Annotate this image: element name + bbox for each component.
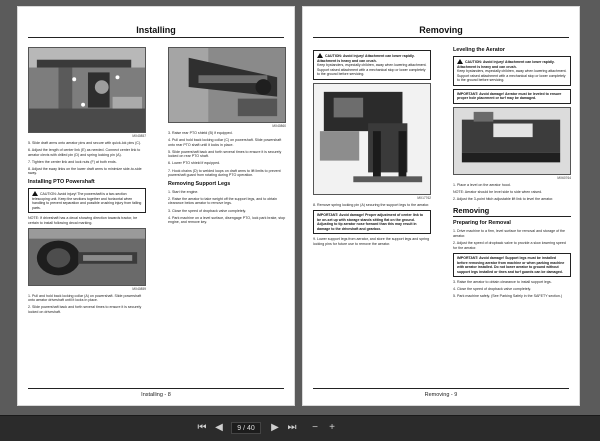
step-text: 9. Lower support legs from aerator, and store the support legs and spring locking pins for future use to remove the aerator. bbox=[313, 237, 430, 246]
step-text: 4. Park machine on a level surface, disengage PTO, lock park brake, stop engine, and remove key. bbox=[168, 215, 286, 225]
figure-id: MX40859 bbox=[132, 286, 146, 291]
warning-icon bbox=[32, 191, 38, 196]
step-text: 5. Park machine safely. (See Parking Safely in the SAFETY section.) bbox=[453, 294, 563, 299]
important-text: IMPORTANT: Avoid damage! Support legs must be installed before removing aerator from machine or when parking machine with aerator installed. Do not lower aerator to ground without support legs installed or tines and turf guards can be damaged. bbox=[457, 256, 565, 274]
step-text: 1. Place a level on the aerator hood. bbox=[453, 182, 511, 187]
figure-id: MX60764 bbox=[557, 175, 571, 180]
step-text: 1. Drive machine to a firm, level surface for removal and storage of the aerator. bbox=[453, 229, 566, 238]
photo-powershaft bbox=[28, 228, 146, 286]
step-text: 5. Slide powershaft back and forth several times to ensure it is securely locked on rear PTO shaft. bbox=[168, 149, 282, 159]
step-text: 6. Lower PTO shield if equipped. bbox=[168, 161, 221, 166]
important-text: IMPORTANT: Avoid damage! Aerator must be leveled to ensure proper hole placement or turf may be damaged. bbox=[457, 91, 562, 100]
step-text: 4. Pull and hold back locking collar (C) on powershaft. Slide powershaft onto rear PTO shaft until it locks in place. bbox=[168, 138, 282, 147]
step-text: 8. Adjust the sway links on the lower draft arms to minimize side-to-side sway. bbox=[28, 166, 142, 176]
caution-line: Support raised attachment with a mechanical stop or lower completely to the ground before servicing. bbox=[457, 73, 566, 82]
page-footer: Removing - 9 bbox=[313, 388, 569, 398]
photo-pto-shaft bbox=[168, 47, 286, 123]
step-text: 7. Tighten the center link and lock nuts (F) at both ends. bbox=[28, 159, 117, 164]
important-box bbox=[313, 210, 431, 234]
left-page bbox=[17, 6, 295, 406]
step-text: 2. Slide powershaft back and forth several times to ensure it is securely locked on driveshaft. bbox=[28, 305, 142, 315]
step-text: 8. Remove spring locking pin (A) securing the support legs to the aerator. bbox=[313, 202, 430, 207]
step-text: 2. Adjust the speed of dropback valve to provide a slow lowering speed for the aerator. bbox=[453, 240, 566, 250]
step-text: 2. Raise the aerator to take weight off the support legs, and to obtain clearance below aerator to remove legs. bbox=[168, 196, 278, 206]
note-text: NOTE: If driveshaft has a decal showing direction towards tractor, be certain to install following decal marking. bbox=[28, 216, 138, 225]
caution-text: CAUTION: Avoid injury! Attachment can lower rapidly. Attachment is heavy and can crush. bbox=[317, 54, 415, 63]
section-heading: Removing Support Legs bbox=[168, 180, 231, 187]
caution-box bbox=[453, 56, 571, 86]
page-footer: Installing - 8 bbox=[28, 388, 284, 398]
right-page bbox=[302, 6, 580, 406]
section-heading: Installing PTO Powershaft bbox=[28, 179, 95, 186]
step-text: 2. Adjust the 3-point hitch adjustable lift link to level the aerator. bbox=[453, 196, 554, 201]
caution-line: Support raised attachment with a mechanical stop or lower completely to the ground before servicing. bbox=[317, 67, 426, 76]
figure-id: MX17762 bbox=[417, 195, 431, 200]
page-title: Installing bbox=[28, 25, 284, 38]
viewer-toolbar bbox=[0, 415, 600, 441]
caution-text: CAUTION: Avoid injury! The powershaft is a two-section telescoping unit. Keep the sections together and horizontal when handling to prevent separation and possible crushing injury from falling parts. bbox=[32, 192, 142, 210]
step-text: 3. Raise the aerator to obtain clearance to install support legs. bbox=[453, 280, 552, 285]
step-text: 7. Hook chains (D) to welded loops on draft arms to lift limits to prevent powershaft guard from rotating during PTO operation. bbox=[168, 168, 281, 178]
next-page-icon[interactable]: ▶ bbox=[271, 422, 279, 433]
section-heading: Preparing for Removal bbox=[453, 220, 511, 227]
last-page-icon[interactable]: ⏭ bbox=[287, 422, 297, 433]
photo-hitch-install bbox=[28, 47, 146, 133]
important-box bbox=[453, 253, 571, 277]
left-column-1 bbox=[28, 47, 146, 317]
figure-id: MX40857 bbox=[132, 134, 146, 138]
page-title: Removing bbox=[313, 25, 569, 38]
zoom-in-icon[interactable]: + bbox=[329, 422, 335, 433]
caution-line: Keep bystanders, especially children, away when lowering attachment. bbox=[317, 63, 427, 67]
important-text: IMPORTANT: Avoid damage! Proper adjustment of center link to be on-set up with storage stands sitting flat on the ground. Adjusting to tip aerator nose forward than this may result in damage to the driveshaft and gearbox. bbox=[317, 213, 424, 231]
caution-box bbox=[28, 188, 146, 213]
step-text: 1. Start the engine. bbox=[168, 189, 199, 194]
step-text: 3. Raise rear PTO shield (B) if equipped. bbox=[168, 131, 233, 135]
figure-id: MX40860 bbox=[272, 124, 286, 128]
note-text: NOTE: Aerator should be level side to side when raised. bbox=[453, 189, 543, 194]
step-text: 5. Slide draft arms onto aerator pins and secure with quick-lok pins (C). bbox=[28, 141, 142, 145]
right-column-2 bbox=[453, 47, 571, 301]
page-number-input[interactable] bbox=[231, 422, 261, 434]
section-heading-large: Removing bbox=[453, 206, 571, 217]
warning-icon bbox=[317, 53, 323, 58]
step-text: 4. Close the speed of dropback valve completely. bbox=[453, 287, 532, 292]
step-text: 6. Adjust the length of center link (E) as needed. Connect center link to aerator clevis with drilled pin (D) and spring locking pin (A). bbox=[28, 148, 141, 157]
section-heading: Leveling the Aerator bbox=[453, 47, 505, 53]
warning-icon bbox=[457, 59, 463, 64]
step-text: 3. Close the speed of dropback valve completely. bbox=[168, 208, 247, 213]
right-column-1 bbox=[313, 47, 431, 249]
left-column-2 bbox=[168, 47, 286, 227]
caution-box bbox=[313, 50, 431, 80]
step-text: 1. Pull and hold back locking collar (A) on powershaft. Slide powershaft onto aerator driveshaft until it locks in place. bbox=[28, 293, 142, 303]
first-page-icon[interactable]: ⏮ bbox=[197, 422, 207, 433]
important-box bbox=[453, 89, 571, 104]
photo-aerator-level bbox=[453, 107, 571, 175]
photo-support-legs bbox=[313, 83, 431, 195]
caution-line: Keep bystanders, especially children, away when lowering attachment. bbox=[457, 69, 567, 73]
zoom-out-icon[interactable]: − bbox=[312, 422, 318, 433]
prev-page-icon[interactable]: ◀ bbox=[215, 422, 223, 433]
caution-text: CAUTION: Avoid injury! Attachment can lower rapidly. Attachment is heavy and can crush. bbox=[457, 60, 555, 69]
